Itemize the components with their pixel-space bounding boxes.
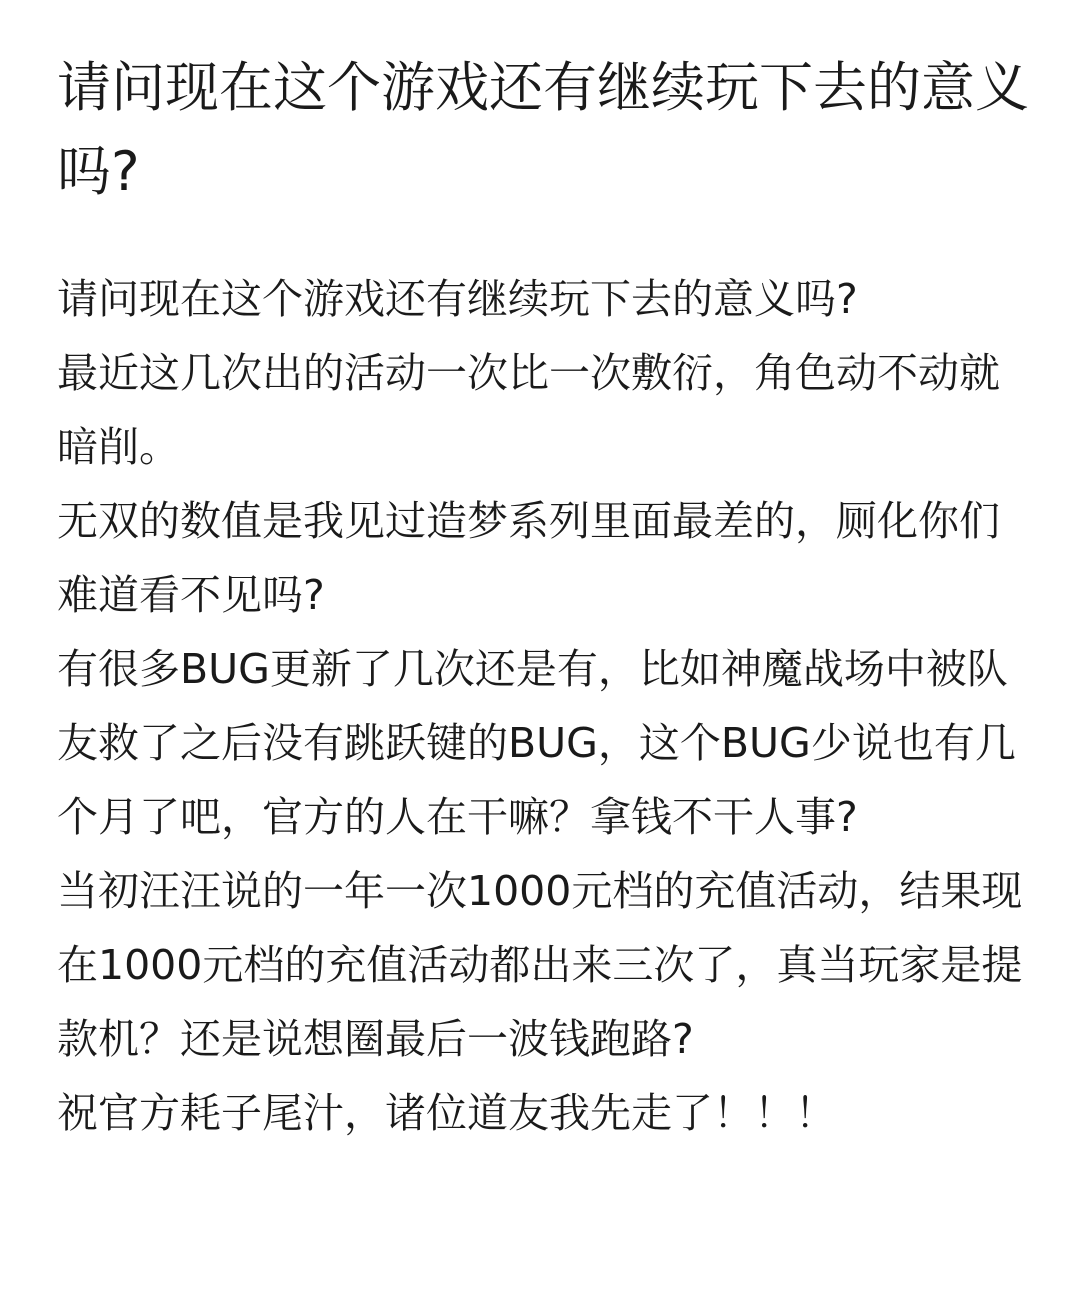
post-paragraph: 有很多BUG更新了几次还是有，比如神魔战场中被队友救了之后没有跳跃键的BUG，这个BUG少说也有几个月了吧，官方的人在干嘛？拿钱不干人事? — [57, 645, 1016, 841]
post-paragraph: 无双的数值是我见过造梦系列里面最差的，厕化你们难道看不见吗? — [57, 497, 1000, 619]
post-paragraph: 请问现在这个游戏还有继续玩下去的意义吗? — [57, 275, 858, 323]
post-paragraph: 祝官方耗子尾汁，诸位道友我先走了！！！ — [57, 1089, 836, 1137]
post-paragraph: 当初汪汪说的一年一次1000元档的充值活动，结果现在1000元档的充值活动都出来三次了，真当玩家是提款机？还是说想圈最后一波钱跑路? — [57, 867, 1023, 1063]
post-paragraph: 最近这几次出的活动一次比一次敷衍，角色动不动就暗削。 — [57, 349, 1000, 471]
post-title: 请问现在这个游戏还有继续玩下去的意义吗? — [57, 56, 1029, 203]
post-body — [57, 262, 1037, 1150]
post-container — [57, 46, 1037, 1150]
